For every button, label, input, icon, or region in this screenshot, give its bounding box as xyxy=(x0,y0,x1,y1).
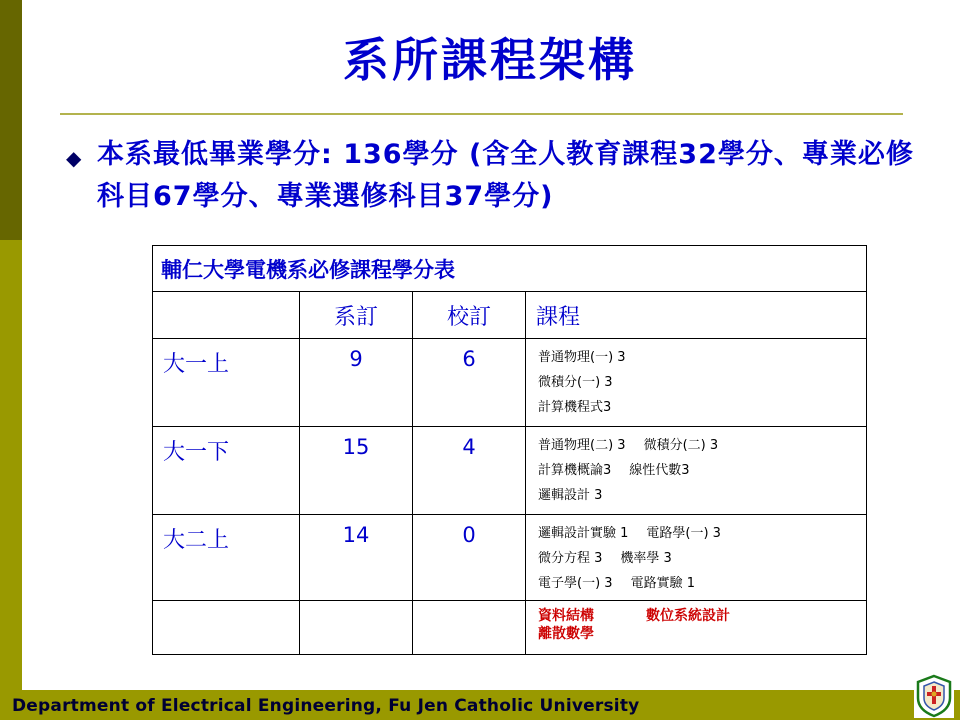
graduation-credits-text: 本系最低畢業學分: 136學分 (含全人教育課程32學分、專業必修科目67學分、專業選修科目37學分) xyxy=(97,139,914,212)
title-divider xyxy=(60,113,903,115)
course-item: 微分方程 3 xyxy=(538,551,603,566)
courses-cell xyxy=(526,515,867,601)
year-cell: 大一上 xyxy=(153,339,300,427)
slide-title: 系所課程架構 xyxy=(343,33,637,87)
school-credits: 4 xyxy=(413,427,526,515)
dept-credits: 15 xyxy=(300,427,413,515)
course-item: 計算機概論3 xyxy=(538,463,612,478)
course-line xyxy=(538,521,866,546)
table-row xyxy=(153,427,867,515)
courses-cell xyxy=(526,427,867,515)
course-line xyxy=(538,370,866,395)
footer-bar xyxy=(0,690,960,720)
course-item: 電子學(一) 3 xyxy=(538,576,613,591)
header-courses: 課程 xyxy=(526,292,867,339)
course-item: 普通物理(一) 3 xyxy=(538,350,626,365)
course-item: 微積分(二) 3 xyxy=(643,438,719,453)
table-title: 輔仁大學電機系必修課程學分表 xyxy=(153,246,867,292)
courses-cell xyxy=(526,339,867,427)
left-bar-bottom xyxy=(0,480,22,690)
header-dept: 系訂 xyxy=(300,292,413,339)
course-item: 邏輯設計實驗 1 xyxy=(538,526,629,541)
course-item: 電路實驗 1 xyxy=(630,576,695,591)
course-item: 資料結構 xyxy=(538,608,594,624)
header-school: 校訂 xyxy=(413,292,526,339)
course-item: 線性代數3 xyxy=(629,463,690,478)
course-item: 邏輯設計 3 xyxy=(538,488,603,503)
course-item: 機率學 3 xyxy=(620,551,672,566)
course-item: 微積分(一) 3 xyxy=(538,375,613,390)
dept-credits: 14 xyxy=(300,515,413,601)
course-line xyxy=(538,625,866,643)
footer-text: Department of Electrical Engineering, Fu Jen Catholic University xyxy=(12,696,640,716)
school-credits: 6 xyxy=(413,339,526,427)
course-line xyxy=(538,433,866,458)
required-courses-table xyxy=(152,245,867,655)
course-item: 計算機程式3 xyxy=(538,400,612,415)
course-line xyxy=(538,571,866,596)
table-row xyxy=(153,601,867,655)
course-line xyxy=(538,395,866,420)
empty-cell xyxy=(153,601,300,655)
course-line xyxy=(538,607,866,625)
university-crest-icon xyxy=(914,674,954,718)
course-line xyxy=(538,483,866,508)
left-bar-middle xyxy=(0,240,22,480)
course-line xyxy=(538,345,866,370)
empty-cell xyxy=(413,601,526,655)
course-line xyxy=(538,546,866,571)
course-item: 普通物理(二) 3 xyxy=(538,438,626,453)
year-cell: 大一下 xyxy=(153,427,300,515)
diamond-bullet-icon: ◆ xyxy=(66,146,82,170)
empty-cell xyxy=(300,601,413,655)
table-row xyxy=(153,515,867,601)
course-line xyxy=(538,458,866,483)
course-item: 離散數學 xyxy=(538,626,594,642)
course-item: 電路學(一) 3 xyxy=(646,526,721,541)
school-credits: 0 xyxy=(413,515,526,601)
course-item: 數位系統設計 xyxy=(646,608,730,624)
extra-courses-cell xyxy=(526,601,867,655)
table-row xyxy=(153,339,867,427)
year-cell: 大二上 xyxy=(153,515,300,601)
header-blank-cell xyxy=(153,292,300,339)
dept-credits: 9 xyxy=(300,339,413,427)
